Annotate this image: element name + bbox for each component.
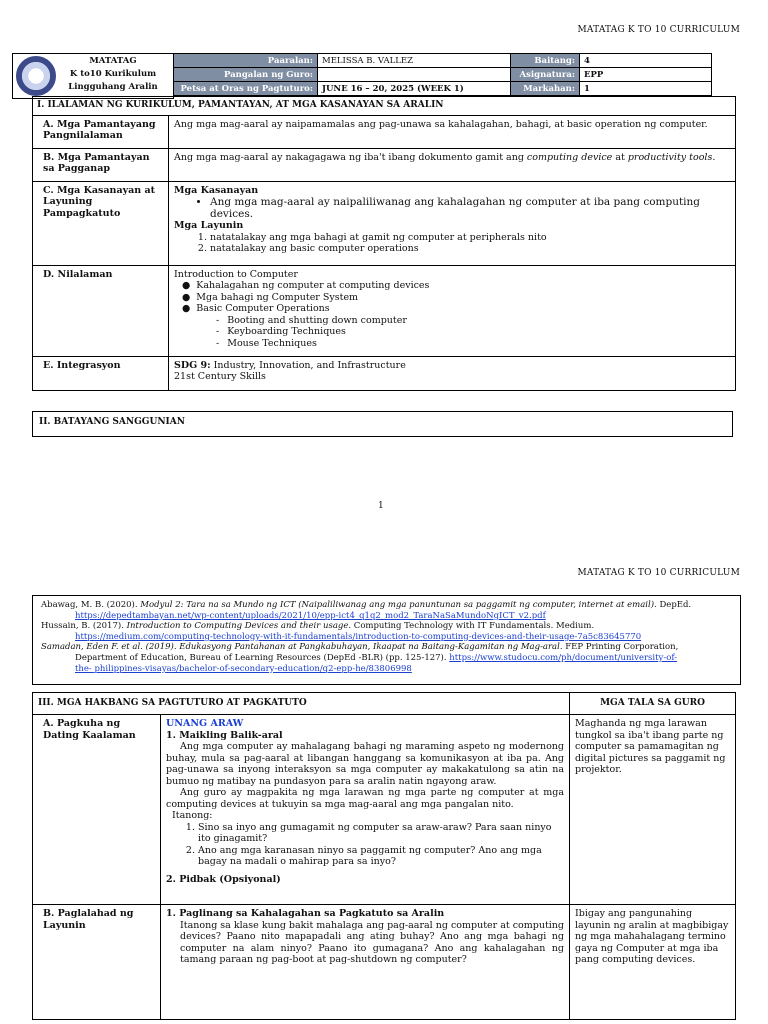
curriculum-header-2: MATATAG K TO 10 CURRICULUM xyxy=(577,568,740,578)
petsa-value: JUNE 16 – 20, 2025 (WEEK 1) xyxy=(318,82,511,96)
curriculum-header: MATATAG K TO 10 CURRICULUM xyxy=(577,25,740,35)
reference-3-link-cont[interactable]: the- philippines-visayas/bachelor-of-secondary-education/q2-epp-he/83806998 xyxy=(75,663,412,674)
reference-2: Hussain, B. (2017). Introduction to Computing Devices and their usage. Computing Technology with IT Fundamentals. Medium. xyxy=(41,621,595,632)
row-d-content xyxy=(169,265,736,356)
guro-label: Pangalan ng Guro: xyxy=(174,68,318,82)
row-a-label: A. Mga Pamantayang Pangnilalaman xyxy=(33,115,169,148)
reference-2-link[interactable]: https://medium.com/computing-technology-with-it-fundamentals/introduction-to-computing-devices-and-their-usage-7a5c83645770 xyxy=(75,631,642,642)
paaralan-label: Paaralan: xyxy=(174,54,318,68)
row-e-label: E. Integrasyon xyxy=(33,356,169,390)
question-2: 2. Ano ang mga karanasan ninyo sa paggamit ng computer? Ano ang mga bagay na madali o mahirap para sa inyo? xyxy=(198,845,564,868)
paglinang-text: Itanong sa klase kung bakit mahalaga ang pag-aaral ng computer at computing devices? Paano nito mapapadali ang ating buhay? Ano ang mga bahagi ng computer na alam ninyo? Paano ito gumagana? Ano ang kahalagahan ng tamang paraan ng pag-boot at pag-shutdown ng computer? xyxy=(180,919,565,965)
nilalaman-subitem: - Keyboarding Techniques xyxy=(216,326,730,338)
reference-3-link[interactable]: https://www.studocu.com/ph/document/university-of- xyxy=(449,652,678,663)
layunin-item-2: 2. natatalakay ang basic computer operations xyxy=(210,243,730,255)
kasanayan-item: • Ang mga mag-aaral ay naipaliliwanag ang kahalagahan ng computer at iba pang computing devices. xyxy=(210,196,730,220)
page-number: 1 xyxy=(378,501,384,511)
row-3b-content xyxy=(161,905,570,1020)
deped-seal-icon xyxy=(16,56,56,96)
section-1-table xyxy=(32,96,736,391)
guro-value xyxy=(318,68,511,82)
itanong-label: Itanong: xyxy=(172,810,213,821)
asignatura-value: EPP xyxy=(580,68,712,82)
row-3b-note: Ibigay ang pangunahing layunin ng aralin at magbibigay ng mga mahahalagang termino gaya ng Computer at mga iba pang computing devices. xyxy=(570,905,736,1020)
petsa-label: Petsa at Oras ng Pagtuturo: xyxy=(174,82,318,96)
section-3-title: III. MGA HAKBANG SA PAGTUTURO AT PAGKATUTO xyxy=(33,693,570,715)
nilalaman-subitem: - Booting and shutting down computer xyxy=(216,315,730,327)
row-e-content: SDG 9: Industry, Innovation, and Infrastructure 21st Century Skills xyxy=(169,356,736,390)
maikling-balik-aral: 1. Maikling Balik-aral xyxy=(166,729,283,741)
row-c-content xyxy=(169,181,736,265)
references-box: Abawag, M. B. (2020). Modyul 2: Tara na sa Mundo ng ICT (Naipaliliwanag ang mga panuntunan sa paggamit ng computer, internet at email). DepEd. https://depedtambayan.net/wp-content/uploads/2021/10/epp-ict4_q1q2_mod2_TaraNaSaMundoNgICT_v2.pdf Hussain, B. (2017). Introduction to Computing Devices and their usage. Computing Technology with IT Fundamentals. Medium. https://medium.com/computing-technology-with-it-fundamentals/introduction-to-computing-devices-and-their-usage-7a5c83645770 Samadan, Eden F. et al. (2019). Edukasyong Pantahanan at Pangkabuhayan, Ikaapat na Baitang-Kagamitan ng Mag-aral. FEP Printing Corporation, Department of Education, Bureau of Learning Resources (DepEd -BLR) (pp. 125-127). https://www.studocu.com/ph/document/university-of- the- philippines-visayas/bachelor-of-secondary-education/q2-epp-he/83806998 xyxy=(32,595,741,685)
baitang-value: 4 xyxy=(580,54,712,68)
paragraph-1: Ang mga computer ay mahalagang bahagi ng maraming aspeto ng modernong buhay, mula sa pag-aaral at libangan hanggang sa komunikasyon at iba pa. Ang pag-unawa sa inyong interaksyon sa mga computer ay makakatulong sa atin na bumuo ng matibay na pundasyon para sa aralin natin ngayong araw. xyxy=(166,741,564,787)
row-3b-label: B. Paglalahad ng Layunin xyxy=(33,905,161,1020)
logo-line-1: MATATAG xyxy=(89,56,137,66)
row-b-label: B. Mga Pamantayan sa Pagganap xyxy=(33,148,169,181)
nilalaman-item: ● Basic Computer Operations xyxy=(182,303,730,315)
question-1: 1. Sino sa inyo ang gumagamit ng computer sa araw-araw? Para saan ninyo ito ginagamit? xyxy=(198,822,564,845)
row-a-text: Ang mga mag-aaral ay naipamamalas ang pag-unawa sa kahalagahan, bahagi, at basic operation ng computer. xyxy=(169,115,736,148)
paglinang-heading: 1. Paglinang sa Kahalagahan sa Pagkatuto sa Aralin xyxy=(166,908,445,919)
logo-block xyxy=(12,53,174,99)
row-3a-note: Maghanda ng mga larawan tungkol sa iba't ibang parte ng computer sa pamamagitan ng digital pictures sa paggamit ng projektor. xyxy=(570,715,736,905)
row-d-label: D. Nilalaman xyxy=(33,265,169,356)
reference-1: Abawag, M. B. (2020). Modyul 2: Tara na sa Mundo ng ICT (Naipaliliwanag ang mga panuntunan sa paggamit ng computer, internet at email). DepEd. xyxy=(41,600,692,610)
section-1-title: I. ILALAMAN NG KURIKULUM, PAMANTAYAN, AT MGA KASANAYAN SA ARALIN xyxy=(33,97,736,116)
paaralan-value: MELISSA B. VALLEZ xyxy=(318,54,511,68)
reference-1-link[interactable]: https://depedtambayan.net/wp-content/uploads/2021/10/epp-ict4_q1q2_mod2_TaraNaSaMundoNgICT_v2.pdf xyxy=(75,610,546,621)
asignatura-label: Asignatura: xyxy=(511,68,580,82)
markahan-label: Markahan: xyxy=(511,82,580,96)
nilalaman-item: ● Kahalagahan ng computer at computing devices xyxy=(182,280,730,292)
nilalaman-subitem: - Mouse Techniques xyxy=(216,338,730,350)
lesson-info-table xyxy=(173,53,712,96)
logo-line-3: Lingguhang Aralin xyxy=(68,82,158,92)
nilalaman-intro: Introduction to Computer xyxy=(174,268,298,280)
reference-3: Samadan, Eden F. et al. (2019). Edukasyong Pantahanan at Pangkabuhayan, Ikaapat na Baitang-Kagamitan ng Mag-aral. FEP Printing Corporation, xyxy=(41,642,679,653)
section-3-table xyxy=(32,692,736,1020)
pidbak: 2. Pidbak (Opsiyonal) xyxy=(166,873,281,885)
section-2-title: II. BATAYANG SANGGUNIAN xyxy=(32,411,733,437)
notes-title: MGA TALA SA GURO xyxy=(570,693,736,715)
row-b-text: Ang mga mag-aaral ay nakagagawa ng iba't ibang dokumento gamit ang computing device at productivity tools. xyxy=(169,148,736,181)
markahan-value: 1 xyxy=(580,82,712,96)
row-3a-content xyxy=(161,715,570,905)
unang-araw-heading: UNANG ARAW xyxy=(166,718,244,729)
layunin-heading: Mga Layunin xyxy=(174,220,244,231)
layunin-item-1: 1. natatalakay ang mga bahagi at gamit ng computer at peripherals nito xyxy=(210,232,730,244)
logo-line-2: K to10 Kurikulum xyxy=(69,69,157,79)
row-c-label: C. Mga Kasanayan at Layuning Pampagkatuto xyxy=(33,181,169,265)
row-3a-label: A. Pagkuha ng Dating Kaalaman xyxy=(33,715,161,905)
paragraph-2: Ang guro ay magpakita ng mga larawan ng mga parte ng computer at mga computing devices at tukuyin sa mga mag-aaral ang mga pangalan nito. xyxy=(166,787,564,810)
kasanayan-heading: Mga Kasanayan xyxy=(174,184,259,196)
nilalaman-item: ● Mga bahagi ng Computer System xyxy=(182,292,730,304)
baitang-label: Baitang: xyxy=(511,54,580,68)
